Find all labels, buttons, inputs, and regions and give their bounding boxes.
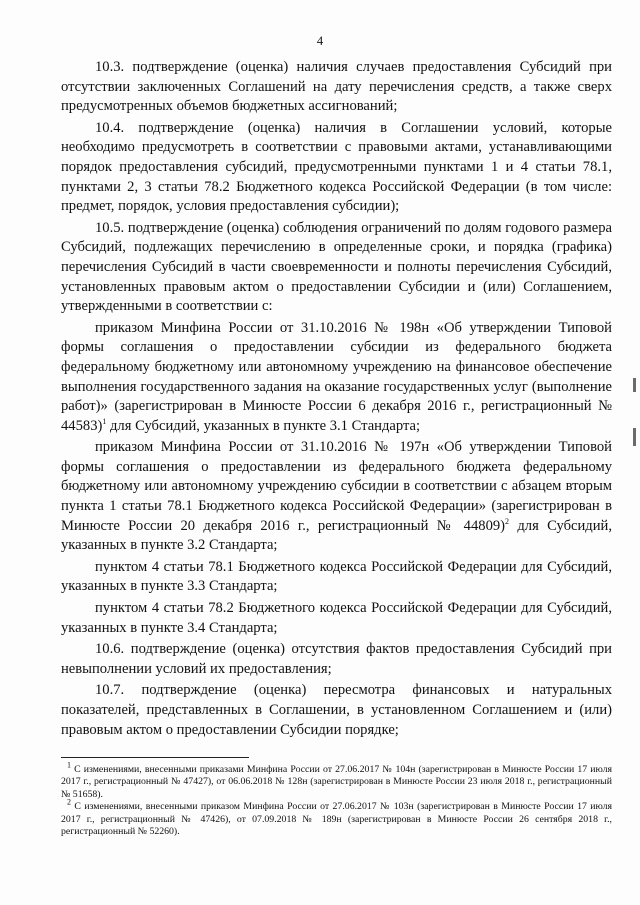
paragraph-10-4: 10.4. подтверждение (оценка) наличия в Соглашении условий, которые необходимо предусмотреть в соответствии с правовыми актами, устанавливающими порядок предоставления субсидий, предусмотренными пунктами 1 и 4 статьи 78.1, пунктами 2, 3 статьи 78.2 Бюджетного кодекса Российской Федерации (в том числе: предмет, порядок, условия предоставления субсидии); <box>61 119 612 215</box>
footnote-2-mark: 2 <box>67 797 71 807</box>
body-text <box>61 58 612 742</box>
margin-scan-mark-2 <box>633 428 636 446</box>
paragraph-10-5: 10.5. подтверждение (оценка) соблюдения ограничений по долям годового размера Субсидий, подлежащих перечислению в определенные сроки, и порядка (графика) перечисления Субсидий в части своевременности и полноты перечисления Субсидий, установленных правовым актом о предоставлении Субсидии и (или) Соглашением, утвержденными в соответствии с: <box>61 219 612 315</box>
paragraph-article-78-2: пунктом 4 статьи 78.2 Бюджетного кодекса Российской Федерации для Субсидий, указанных в пункте 3.4 Стандарта; <box>61 600 612 636</box>
footnote-1-mark: 1 <box>67 760 71 770</box>
paragraph-10-3: 10.3. подтверждение (оценка) наличия случаев предоставления Субсидий при отсутствии заключенных Соглашений на дату перечисления средств, а также сверх предусмотренных объемов бюджетных ассигнований; <box>61 59 612 115</box>
paragraph-10-7: 10.7. подтверждение (оценка) пересмотра финансовых и натуральных показателей, представленных в Соглашении, в установленном Соглашением и (или) правовым актом о предоставлении Субсидии порядке; <box>61 682 612 738</box>
footnote-2 <box>61 797 612 838</box>
paragraph-10-6: 10.6. подтверждение (оценка) отсутствия фактов предоставления Субсидий при невыполнении условий их предоставления; <box>61 641 612 677</box>
paragraph-order-198n <box>61 319 612 437</box>
page-number: 4 <box>316 34 324 48</box>
footnote-1 <box>61 760 612 801</box>
footnote-ref-2[interactable]: 2 <box>505 516 510 526</box>
paragraph-order-197n <box>61 438 612 556</box>
order-198n-tail: для Субсидий, указанных в пункте 3.1 Стандарта; <box>106 417 421 434</box>
order-197n-tail: для Субсидий, указанных в пункте 3.2 Стандарта; <box>61 517 612 554</box>
footnote-ref-1[interactable]: 1 <box>102 416 107 426</box>
footnotes <box>61 760 612 838</box>
paragraph-article-78-1: пунктом 4 статьи 78.1 Бюджетного кодекса Российской Федерации для Субсидий, указанных в пункте 3.3 Стандарта; <box>61 558 612 595</box>
footnote-separator <box>61 757 249 758</box>
order-198n-text: приказом Минфина России от 31.10.2016 № 198н «Об утверждении Типовой формы соглашения о предоставлении субсидии из федерального бюджета федеральному бюджетному или автономному учреждению на финансовое обеспечение выполнения государственного задания на оказание государственных услуг (выполнение работ)» (зарегистрирован в Минюсте России 6 декабря 2016 г., регистрационный № 44583) <box>61 319 612 434</box>
footnote-1-text: С изменениями, внесенными приказами Минфина России от 27.06.2017 № 104н (зарегистрирован в Минюсте России 17 июля 2017 г., регистрационный № 47427), от 06.06.2018 № 128н (зарегистрирован в Минюсте России 23 июля 2018 г., регистрационный № 51658). <box>61 764 612 800</box>
margin-scan-mark-1 <box>633 378 636 392</box>
footnote-2-text: С изменениями, внесенными приказом Минфина России от 27.06.2017 № 103н (зарегистрирован в Минюсте России 17 июля 2017 г., регистрационный № 47426), от 07.09.2018 № 189н (зарегистрирован в Минюсте России 26 сентября 2018 г., регистрационный № 52260). <box>61 801 612 838</box>
order-197n-text: приказом Минфина России от 31.10.2016 № 197н «Об утверждении Типовой формы соглашения о предоставлении из федерального бюджета федеральному бюджетному или автономному учреждению субсидии в соответствии с абзацем вторым пункта 1 статьи 78.1 Бюджетного кодекса Российской Федерации» (зарегистрирован в Минюсте России 20 декабря 2016 г., регистрационный № 44809) <box>61 439 612 534</box>
